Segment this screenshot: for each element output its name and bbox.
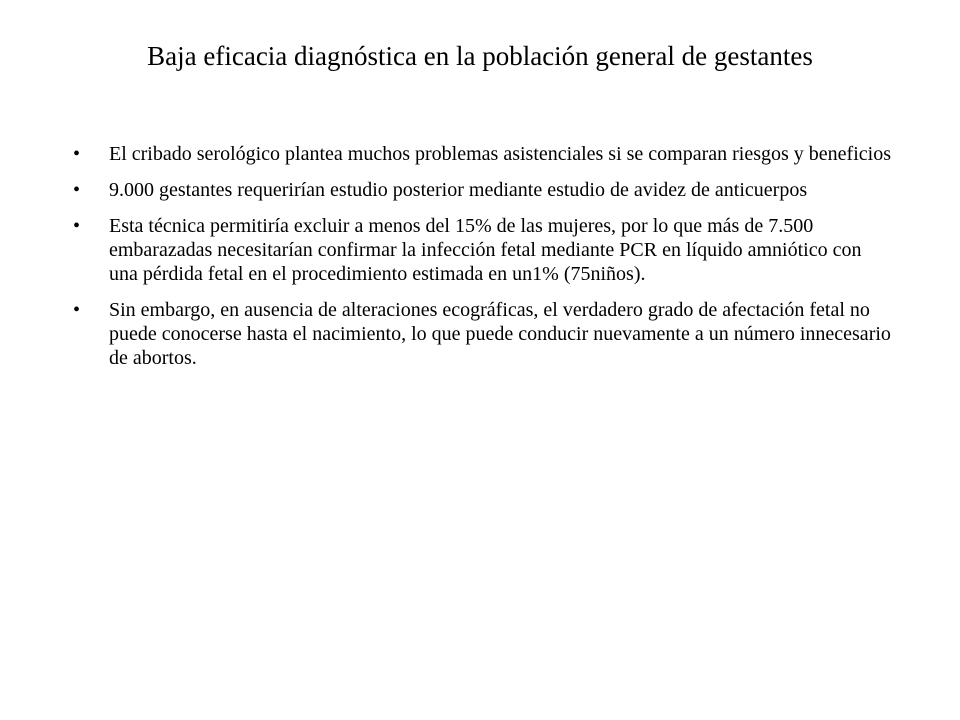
bullet-list [73,142,893,382]
bullet-icon: • [73,215,81,237]
list-item [73,298,893,370]
bullet-icon: • [73,299,81,321]
bullet-text: Sin embargo, en ausencia de alteraciones ecográficas, el verdadero grado de afectación fetal no puede conocerse hasta el nacimiento, lo que puede conducir nuevamente a un número innecesario de abortos. [109,299,891,369]
bullet-text: Esta técnica permitiría excluir a menos del 15% de las mujeres, por lo que más de 7.500 embarazadas necesitarían confirmar la infección fetal mediante PCR en líquido amniótico con una pérdida fetal en el procedimiento estimada en un1% (75niños). [109,215,862,285]
bullet-text: El cribado serológico plantea muchos problemas asistenciales si se comparan riesgos y beneficios [109,143,891,165]
bullet-icon: • [73,143,81,165]
bullet-icon: • [73,179,81,201]
list-item [73,178,893,202]
list-item [73,214,893,286]
bullet-text: 9.000 gestantes requerirían estudio posterior mediante estudio de avidez de anticuerpos [109,179,808,201]
list-item [73,142,893,166]
slide-title: Baja eficacia diagnóstica en la población general de gestantes [147,41,813,71]
